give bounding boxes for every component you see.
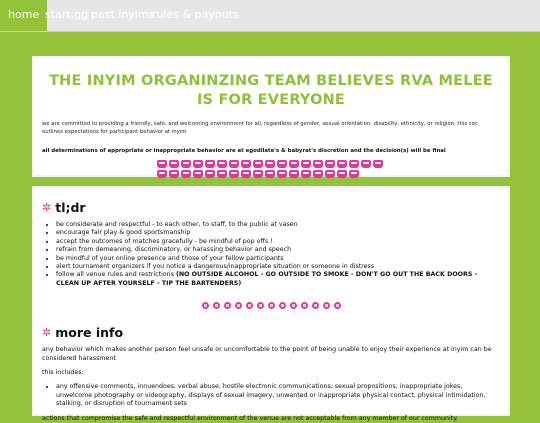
pink-spiral-icon (235, 302, 242, 309)
pink-spiral-icon (312, 302, 319, 309)
spiral-row (42, 294, 500, 313)
pink-character-icon (277, 160, 287, 168)
top-nav (0, 0, 540, 32)
list-item: • be considerate and respectful - to each other, to staff, to the public at vasen (56, 221, 500, 229)
icon-grid (157, 160, 385, 178)
page-headline: THE INYIM ORGANINZING TEAM BELIEVES RVA MELEE IS FOR EVERYONE (49, 73, 493, 108)
nav-home[interactable]: home (0, 0, 47, 31)
pink-character-icon (193, 170, 203, 178)
more-info-title: more info (55, 325, 124, 341)
pink-character-icon (241, 160, 251, 168)
pink-spiral-icon (246, 302, 253, 309)
tldr-heading (42, 200, 500, 215)
pink-character-icon (229, 160, 239, 168)
pink-character-icon (301, 170, 311, 178)
coc-main-panel (32, 186, 510, 422)
intro-text: we are committed to providing a friendly, safe, and welcoming environment for all, regardless of gender, sexual orientation, disability, ethnicity, or religion. this coc outlines expectations for participant behavior at inyim (42, 121, 478, 135)
pink-character-icon (253, 160, 263, 168)
pink-character-icon (313, 160, 323, 168)
star-icon: ✲ (42, 326, 52, 340)
list-item: • be mindful of your online presence and those of your fellow participants (56, 255, 500, 263)
pink-spiral-icon (279, 302, 286, 309)
tldr-title: tl;dr (55, 200, 86, 215)
pink-character-icon (253, 170, 263, 178)
pink-character-icon (337, 170, 347, 178)
pink-character-icon (265, 170, 275, 178)
harassment-definition: any behavior which makes another person feel unsafe or uncomfortable to the point of being unable to enjoy their experience at inyim can be considered harassment (42, 346, 492, 362)
list-item: • encourage fair play & good sportsmanship (56, 229, 500, 237)
pink-character-icon (181, 160, 191, 168)
pink-spiral-icon (257, 302, 264, 309)
pink-spiral-icon (290, 302, 297, 309)
pink-character-icon (205, 170, 215, 178)
pink-character-icon (217, 160, 227, 168)
pink-spiral-icon (268, 302, 275, 309)
pink-character-icon (349, 170, 359, 178)
pink-character-icon (169, 170, 179, 178)
list-item: • alert tournament organizers if you notice a dangerous/inappropriate situation or someone in distress (56, 263, 500, 271)
pink-character-icon (157, 170, 167, 178)
list-item: • any offensive comments, innuendoes, verbal abuse, hostile electronic communications, sexual propositions, inappropriate jokes, unwelcome photography or videography, displays of sexual imagery, unwanted or inappropriate physical contact, physical intimidation, stalking, or disruption of tournament sets (56, 383, 500, 408)
pink-character-icon (325, 170, 335, 178)
pink-spiral-icon (334, 302, 341, 309)
closing-text: actions that compromise the safe and respectful environment of the venue are not acceptable from any member of our community. (42, 414, 459, 422)
pink-character-icon (349, 160, 359, 168)
pink-spiral-icon (323, 302, 330, 309)
pink-character-icon (325, 160, 335, 168)
venue-rule-text: follow all venue rules and restrictions (56, 271, 176, 279)
pink-character-icon (301, 160, 311, 168)
includes-label: this includes: (42, 369, 84, 377)
list-item: • refrain from demeaning, discriminatory, or harassing behavior and speech (56, 246, 500, 254)
more-info-heading (42, 325, 500, 340)
star-icon: ✲ (42, 201, 52, 214)
pink-character-icon (337, 160, 347, 168)
pink-spiral-icon (213, 302, 220, 309)
pink-character-icon (289, 160, 299, 168)
pink-character-icon (169, 160, 179, 168)
tldr-list (56, 221, 500, 288)
pink-spiral-icon (224, 302, 231, 309)
pink-character-icon (157, 160, 167, 168)
pink-character-icon (373, 160, 383, 168)
list-item (56, 271, 500, 288)
pink-character-icon (217, 170, 227, 178)
pink-character-icon (277, 170, 287, 178)
final-note: all determinations of appropriate or inappropriate behavior are at egodilate's & babyrat's discretion and the decision(s) will be final (42, 148, 446, 154)
pink-character-icon (289, 170, 299, 178)
pink-character-icon (241, 170, 251, 178)
coc-hero-panel (32, 56, 510, 177)
pink-spiral-icon (202, 302, 209, 309)
pink-character-icon (265, 160, 275, 168)
nav-past-inyims[interactable]: past inyims (91, 8, 155, 21)
venue-rule-bold: (NO OUTSIDE ALCOHOL - GO OUTSIDE TO SMOKE - DON'T GO OUT THE BACK DOORS - CLEAN UP AFTER YOURSELF - TIP THE BARTENDERS) (56, 271, 478, 287)
pink-character-icon (181, 170, 191, 178)
pink-spiral-icon (301, 302, 308, 309)
pink-character-icon (361, 160, 371, 168)
nav-start-gg[interactable]: start.gg (45, 8, 89, 21)
pink-character-icon (193, 160, 203, 168)
pink-character-icon (229, 170, 239, 178)
nav-rules-payouts[interactable]: rules & payouts (152, 8, 239, 21)
pink-character-icon (313, 170, 323, 178)
list-item: • accept the outcomes of matches gracefully - be mindful of pop offs ! (56, 238, 500, 246)
pink-character-icon (205, 160, 215, 168)
